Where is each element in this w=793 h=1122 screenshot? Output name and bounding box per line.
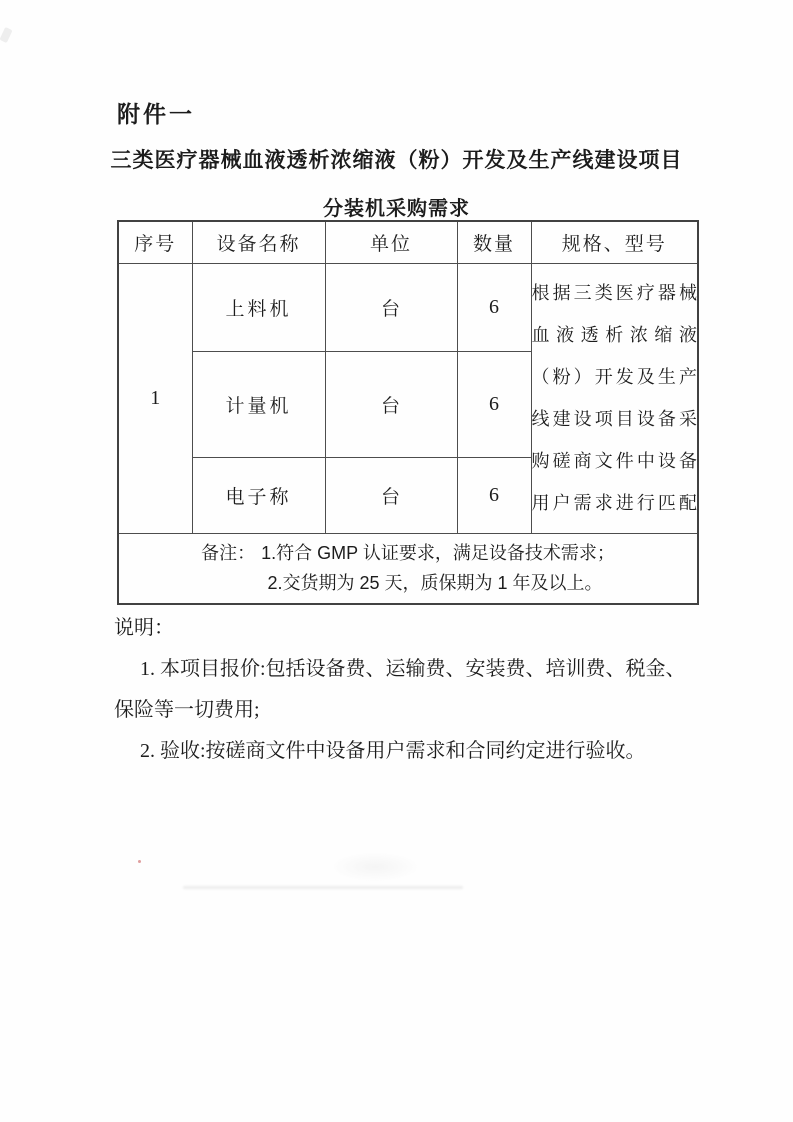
document-title: 三类医疗器械血液透析浓缩液（粉）开发及生产线建设项目 [110, 148, 683, 172]
unit-cell: 台 [325, 457, 457, 533]
description-section [114, 608, 686, 772]
equipment-name-cell: 计量机 [192, 351, 325, 457]
header-quantity: 数量 [457, 221, 531, 263]
serial-cell: 1 [118, 263, 192, 533]
spec-model-cell [531, 263, 698, 533]
notes-line-1 [119, 538, 697, 568]
quantity-cell: 6 [457, 263, 531, 351]
procurement-table [117, 220, 699, 605]
header-serial: 序号 [118, 221, 192, 263]
quantity-cell: 6 [457, 351, 531, 457]
scan-artifact [183, 886, 463, 889]
unit-cell: 台 [325, 263, 457, 351]
equipment-name-cell: 电子称 [192, 457, 325, 533]
equipment-name-cell: 上料机 [192, 263, 325, 351]
spec-text-line: 购磋商文件中设备 [531, 451, 697, 471]
notes-text-1: 1.符合 GMP 认证要求，满足设备技术需求； [261, 543, 615, 564]
spec-text-line: 线建设项目设备采 [531, 409, 697, 429]
scan-artifact [0, 27, 13, 43]
document-subtitle: 分装机采购需求 [323, 198, 470, 220]
header-spec-model: 规格、型号 [531, 221, 698, 263]
spec-text-line: 血液透析浓缩液 [531, 325, 697, 345]
unit-cell: 台 [325, 351, 457, 457]
table-row [118, 263, 698, 351]
description-item-1-line-2: 保险等一切费用; [114, 699, 260, 721]
description-item-1-line-1: 1. 本项目报价:包括设备费、运输费、安装费、培训费、税金、 [140, 658, 686, 680]
attachment-label: 附件一 [117, 101, 195, 127]
notes-line-2: 2.交货期为 25 天，质保期为 1 年及以上。 [267, 573, 603, 594]
header-unit: 单位 [325, 221, 457, 263]
notes-label: 备注： [201, 543, 256, 564]
description-item-2: 2. 验收:按磋商文件中设备用户需求和合同约定进行验收。 [140, 740, 646, 762]
header-equipment-name: 设备名称 [192, 221, 325, 263]
description-heading: 说明： [114, 617, 174, 639]
spec-text-line: 用户需求进行匹配 [531, 493, 697, 513]
scan-artifact [138, 860, 141, 863]
spec-text-line: （粉）开发及生产 [531, 367, 697, 387]
quantity-cell: 6 [457, 457, 531, 533]
spec-text-line: 根据三类医疗器械 [531, 283, 697, 303]
notes-cell [118, 533, 698, 604]
table-header-row [118, 221, 698, 263]
scan-artifact [330, 852, 420, 882]
table-notes-row [118, 533, 698, 604]
